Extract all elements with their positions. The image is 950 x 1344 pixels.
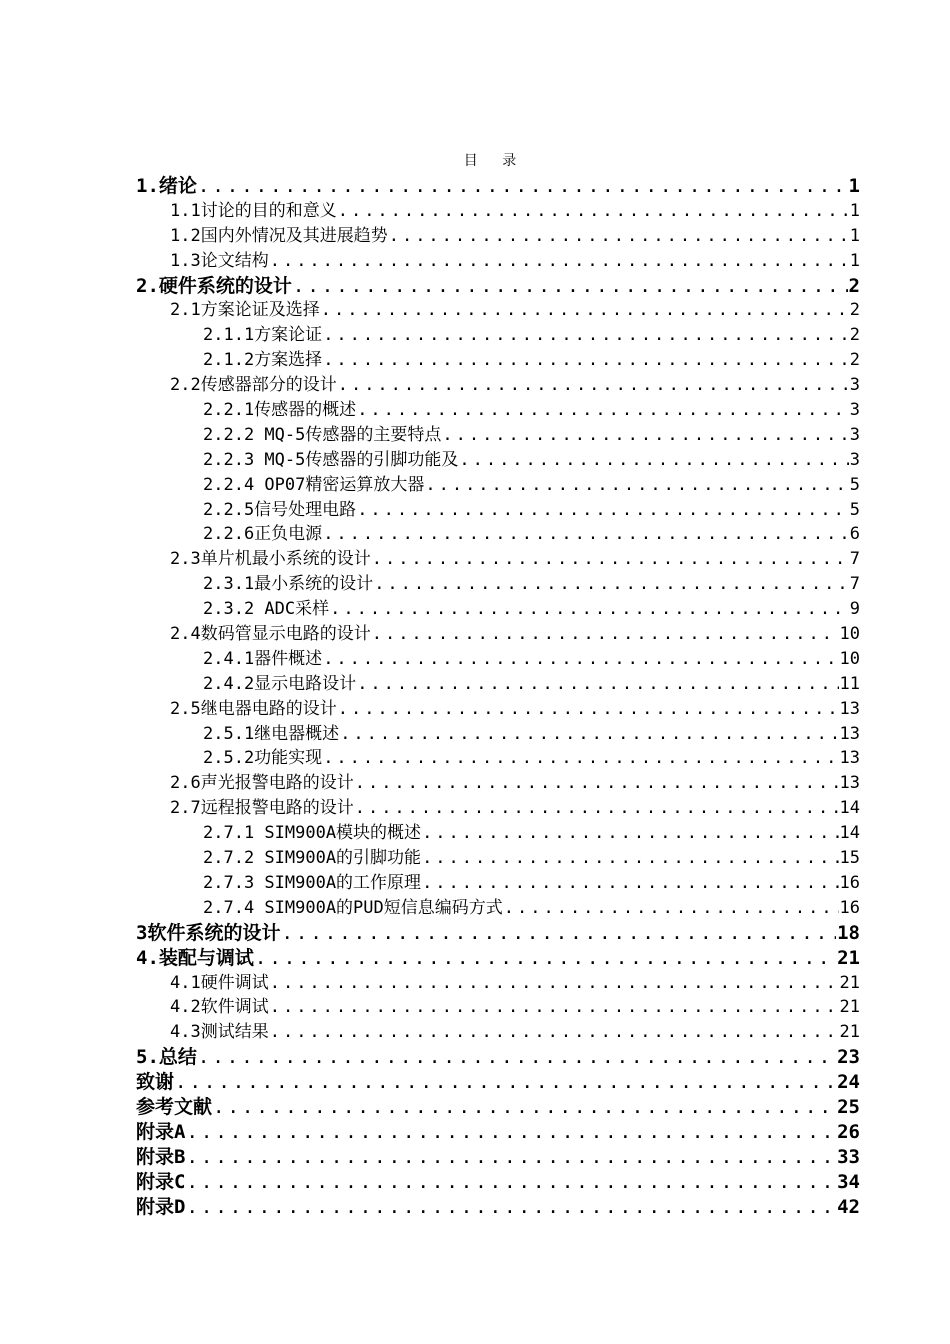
toc-entry-page-number: 10 <box>839 624 860 645</box>
toc-entry-label: 2.3.1最小系统的设计 <box>203 574 374 595</box>
toc-entry-label: 1.绪论 <box>136 175 197 197</box>
toc-dot-leader <box>372 622 839 647</box>
toc-entry[interactable] <box>136 473 860 498</box>
toc-entry-label: 2.4.1器件概述 <box>203 648 323 669</box>
toc-entry[interactable] <box>136 298 860 323</box>
toc-entry[interactable] <box>136 1195 860 1220</box>
toc-dot-leader <box>340 722 838 747</box>
toc-entry-page-number: 21 <box>839 997 860 1018</box>
toc-entry[interactable] <box>136 1120 860 1145</box>
toc-entry-page-number: 23 <box>837 1046 860 1069</box>
toc-entry-label: 2.2.2 MQ-5传感器的主要特点 <box>203 424 442 445</box>
toc-entry-label: 4.2软件调试 <box>170 997 269 1018</box>
toc-dot-leader <box>270 995 839 1020</box>
toc-entry-label: 2.1.2方案选择 <box>203 350 323 371</box>
toc-entry-page-number: 2 <box>849 300 860 321</box>
toc-dot-leader <box>186 1170 836 1195</box>
toc-entry-label: 2.5.1继电器概述 <box>203 723 340 744</box>
toc-dot-leader <box>255 946 836 971</box>
toc-entry[interactable] <box>136 547 860 572</box>
toc-entry-label: 2.3.2 ADC采样 <box>203 599 330 620</box>
toc-entry-label: 2.1.1方案论证 <box>203 325 323 346</box>
toc-entry[interactable] <box>136 398 860 423</box>
toc-entry-page-number: 15 <box>839 848 860 869</box>
toc-dot-leader <box>338 697 839 722</box>
toc-dot-leader <box>323 323 849 348</box>
toc-list <box>136 174 860 1219</box>
toc-dot-leader <box>338 373 849 398</box>
toc-entry-page-number: 7 <box>849 549 860 570</box>
toc-dot-leader <box>323 746 838 771</box>
toc-dot-leader <box>357 498 849 523</box>
toc-entry-label: 2.硬件系统的设计 <box>136 274 292 297</box>
toc-entry[interactable] <box>136 697 860 722</box>
toc-entry-label: 附录A <box>136 1120 186 1143</box>
toc-entry-label: 1.2国内外情况及其进展趋势 <box>170 225 388 246</box>
toc-entry-label: 3软件系统的设计 <box>136 921 281 944</box>
toc-entry-page-number: 13 <box>839 773 860 794</box>
toc-entry[interactable] <box>136 323 860 348</box>
toc-entry[interactable] <box>136 846 860 871</box>
toc-entry-label: 2.2.4 OP07精密运算放大器 <box>203 474 425 495</box>
toc-dot-leader <box>374 572 849 597</box>
toc-entry-label: 2.4数码管显示电路的设计 <box>170 624 371 645</box>
toc-entry[interactable] <box>136 522 860 547</box>
toc-dot-leader <box>293 274 848 299</box>
toc-entry-page-number: 14 <box>839 823 860 844</box>
toc-entry-label: 2.2.5信号处理电路 <box>203 499 357 520</box>
toc-entry-page-number: 16 <box>839 872 860 893</box>
toc-entry-label: 2.7.2 SIM900A的引脚功能 <box>203 848 422 869</box>
toc-dot-leader <box>175 1070 836 1095</box>
toc-dot-leader <box>357 672 838 697</box>
toc-entry-label: 4.1硬件调试 <box>170 972 269 993</box>
toc-dot-leader <box>186 1120 836 1145</box>
toc-dot-leader <box>422 871 838 896</box>
toc-dot-leader <box>186 1145 836 1170</box>
toc-entry-label: 2.2.3 MQ-5传感器的引脚功能及 <box>203 449 459 470</box>
toc-entry-page-number: 5 <box>849 499 860 520</box>
toc-dot-leader <box>338 199 849 224</box>
toc-entry-page-number: 5 <box>849 474 860 495</box>
toc-entry-page-number: 14 <box>839 798 860 819</box>
toc-entry[interactable] <box>136 348 860 373</box>
toc-entry-page-number: 1 <box>849 200 860 221</box>
toc-entry-page-number: 21 <box>837 946 860 969</box>
toc-entry[interactable] <box>136 498 860 523</box>
toc-entry-label: 2.7.4 SIM900A的PUD短信息编码方式 <box>203 897 503 918</box>
toc-dot-leader <box>186 1195 836 1220</box>
toc-entry-label: 附录C <box>136 1170 186 1193</box>
toc-entry[interactable] <box>136 572 860 597</box>
toc-entry[interactable] <box>136 1020 860 1045</box>
toc-entry-page-number: 13 <box>839 723 860 744</box>
toc-entry-page-number: 10 <box>839 648 860 669</box>
toc-entry-page-number: 2 <box>849 325 860 346</box>
toc-entry-label: 致谢 <box>136 1071 175 1094</box>
toc-entry[interactable] <box>136 274 860 299</box>
toc-entry-page-number: 6 <box>849 524 860 545</box>
toc-entry-page-number: 9 <box>849 599 860 620</box>
toc-entry-page-number: 42 <box>837 1195 860 1218</box>
toc-entry-page-number: 34 <box>837 1170 860 1193</box>
toc-entry[interactable] <box>136 971 860 996</box>
toc-entry[interactable] <box>136 249 860 274</box>
toc-entry[interactable] <box>136 174 860 199</box>
toc-entry-page-number: 3 <box>849 375 860 396</box>
toc-entry-label: 4.装配与调试 <box>136 946 254 969</box>
toc-entry-page-number: 18 <box>837 921 860 944</box>
toc-dot-leader <box>323 522 849 547</box>
toc-entry[interactable] <box>136 995 860 1020</box>
toc-dot-leader <box>355 796 839 821</box>
toc-entry[interactable] <box>136 224 860 249</box>
toc-dot-leader <box>198 174 848 199</box>
toc-entry-label: 参考文献 <box>136 1095 213 1118</box>
toc-entry-label: 2.5.2功能实现 <box>203 748 323 769</box>
toc-entry-label: 2.6声光报警电路的设计 <box>170 773 354 794</box>
toc-entry-page-number: 21 <box>839 1022 860 1043</box>
toc-entry-label: 2.1方案论证及选择 <box>170 300 320 321</box>
toc-entry[interactable] <box>136 373 860 398</box>
toc-entry-label: 1.1讨论的目的和意义 <box>170 200 337 221</box>
toc-dot-leader <box>357 398 849 423</box>
toc-entry-label: 2.4.2显示电路设计 <box>203 673 357 694</box>
toc-entry-page-number: 3 <box>849 400 860 421</box>
toc-entry[interactable] <box>136 1070 860 1095</box>
toc-entry-page-number: 3 <box>849 449 860 470</box>
toc-entry-label: 2.2.1传感器的概述 <box>203 400 357 421</box>
toc-entry[interactable] <box>136 946 860 971</box>
toc-dot-leader <box>213 1095 836 1120</box>
toc-dot-leader <box>422 821 838 846</box>
toc-dot-leader <box>323 348 849 373</box>
toc-entry-label: 2.7远程报警电路的设计 <box>170 798 354 819</box>
toc-entry-page-number: 13 <box>839 698 860 719</box>
toc-entry[interactable] <box>136 448 860 473</box>
toc-dot-leader <box>330 597 849 622</box>
toc-entry-page-number: 33 <box>837 1145 860 1168</box>
toc-entry[interactable] <box>136 597 860 622</box>
toc-entry-label: 4.3测试结果 <box>170 1022 269 1043</box>
toc-entry[interactable] <box>136 796 860 821</box>
toc-dot-leader <box>270 971 839 996</box>
toc-entry[interactable] <box>136 199 860 224</box>
toc-entry-label: 5.总结 <box>136 1046 197 1069</box>
toc-dot-leader <box>504 896 839 921</box>
toc-entry-label: 2.3单片机最小系统的设计 <box>170 549 371 570</box>
toc-entry-label: 2.7.3 SIM900A的工作原理 <box>203 872 422 893</box>
toc-entry[interactable] <box>136 921 860 946</box>
toc-entry-label: 附录D <box>136 1195 186 1218</box>
toc-entry-page-number: 24 <box>837 1071 860 1094</box>
toc-entry-page-number: 13 <box>839 748 860 769</box>
toc-dot-leader <box>321 298 849 323</box>
toc-title: 目 录 <box>463 153 527 169</box>
toc-dot-leader <box>355 771 839 796</box>
toc-entry[interactable] <box>136 821 860 846</box>
toc-dot-leader <box>459 448 848 473</box>
toc-dot-leader <box>281 921 836 946</box>
toc-entry[interactable] <box>136 1045 860 1070</box>
toc-entry-page-number: 26 <box>837 1120 860 1143</box>
toc-dot-leader <box>425 473 848 498</box>
toc-entry-page-number: 2 <box>849 350 860 371</box>
toc-dot-leader <box>270 1020 839 1045</box>
toc-entry-page-number: 1 <box>848 175 860 197</box>
toc-entry-page-number: 3 <box>849 424 860 445</box>
toc-dot-leader <box>270 249 849 274</box>
toc-entry-label: 1.3论文结构 <box>170 250 269 271</box>
toc-entry[interactable] <box>136 647 860 672</box>
toc-dot-leader <box>323 647 838 672</box>
toc-entry-page-number: 25 <box>837 1095 860 1118</box>
toc-entry-page-number: 21 <box>839 972 860 993</box>
toc-entry-page-number: 1 <box>849 225 860 246</box>
toc-entry-page-number: 7 <box>849 574 860 595</box>
toc-dot-leader <box>442 423 848 448</box>
toc-entry-page-number: 11 <box>839 673 860 694</box>
toc-entry-label: 2.2.6正负电源 <box>203 524 323 545</box>
toc-entry[interactable] <box>136 423 860 448</box>
toc-dot-leader <box>422 846 838 871</box>
toc-entry[interactable] <box>136 1095 860 1120</box>
toc-entry-label: 2.5继电器电路的设计 <box>170 698 337 719</box>
toc-entry-page-number: 2 <box>848 274 860 297</box>
toc-dot-leader <box>198 1045 836 1070</box>
toc-entry-page-number: 16 <box>839 897 860 918</box>
toc-entry-label: 2.2传感器部分的设计 <box>170 375 337 396</box>
toc-entry-page-number: 1 <box>849 250 860 271</box>
toc-entry[interactable] <box>136 1145 860 1170</box>
toc-entry[interactable] <box>136 771 860 796</box>
toc-dot-leader <box>389 224 849 249</box>
toc-entry[interactable] <box>136 871 860 896</box>
toc-entry[interactable] <box>136 622 860 647</box>
toc-entry[interactable] <box>136 896 860 921</box>
toc-entry[interactable] <box>136 1170 860 1195</box>
toc-entry-label: 附录B <box>136 1145 186 1168</box>
toc-entry[interactable] <box>136 672 860 697</box>
toc-entry[interactable] <box>136 722 860 747</box>
toc-entry-label: 2.7.1 SIM900A模块的概述 <box>203 823 422 844</box>
toc-entry[interactable] <box>136 746 860 771</box>
toc-dot-leader <box>372 547 849 572</box>
